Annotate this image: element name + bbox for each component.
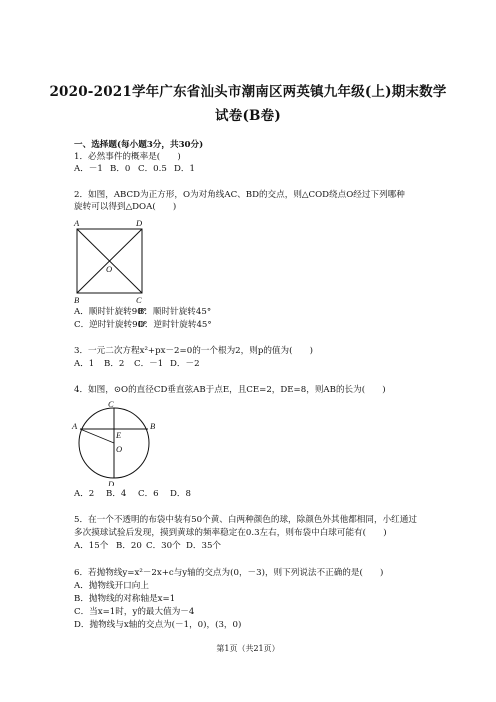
q4-option-c: C．6 (138, 489, 159, 499)
title-line-2: 试卷(B卷) (215, 108, 281, 124)
q2-option-c: C．逆时针旋转90° (74, 320, 148, 330)
q2-stem-line-1: 2．如图，ABCD为正方形，O为对角线AC、BD的交点，则△COD绕点O经过下列哪种 (74, 190, 405, 200)
q5-option-b: B．20 (116, 541, 142, 551)
q3-stem: 3．一元二次方程x²+px－2=0的一个根为2，则p的值为( ) (74, 346, 313, 356)
q6-option-a: A．抛物线开口向上 (74, 581, 149, 591)
q5-option-a: A．15个 (74, 541, 109, 551)
label-c: C (108, 399, 114, 409)
q4-option-d: D．8 (170, 489, 191, 499)
q2-option-b: B．顺时针旋转45° (138, 307, 212, 317)
q5-option-d: D．35个 (186, 541, 222, 551)
q5-stem-line-2: 多次摸球试验后发现，摸到黄球的频率稳定在0.3左右，则布袋中白球可能有( ) (74, 528, 387, 538)
label-e: E (116, 430, 122, 440)
q4-option-a: A．2 (74, 489, 95, 499)
label-a: A (72, 421, 78, 431)
q6-option-b: B．抛物线的对称轴是x=1 (74, 594, 176, 604)
circle-figure (70, 398, 160, 486)
label-o: O (106, 264, 113, 274)
q2-option-d: D．逆时针旋转45° (138, 320, 212, 330)
q2-stem-line-2: 旋转可以得到△DOA( ) (74, 202, 177, 212)
q3-option-c: C．－1 (134, 359, 164, 369)
label-d: D (108, 479, 115, 486)
q3-option-b: B．2 (104, 359, 125, 369)
label-o: O (116, 444, 123, 454)
square-figure (70, 218, 160, 306)
q2-option-a: A．顺时针旋转90° (74, 307, 148, 317)
q4-options (74, 489, 191, 500)
q5-option-c: C．30个 (146, 541, 181, 551)
label-b: B (150, 421, 156, 431)
section-heading: 一、选择题(每小题3分，共30分) (74, 140, 204, 150)
q6-option-c: C．当x=1时，y的最大值为－4 (74, 607, 195, 617)
q5-options (74, 541, 221, 552)
q6-stem: 6．若抛物线y=x²－2x+c与y轴的交点为(0，－3)，则下列说法不正确的是( ) (74, 568, 384, 578)
q1-option-a: A．－1 (74, 164, 103, 174)
q1-options (74, 164, 195, 175)
q1-option-c: C．0.5 (138, 164, 167, 174)
q4-stem: 4．如图，⊙O的直径CD垂直弦AB于点E，且CE=2，DE=8，则AB的长为( ) (74, 385, 386, 395)
q4-option-b: B．4 (106, 489, 127, 499)
radius-oa (80, 429, 114, 443)
q5-stem-line-1: 5．在一个不透明的布袋中装有50个黄、白两种颜色的球，除颜色外其他都相同，小红通过 (74, 515, 417, 525)
q2-options-row-2 (74, 320, 212, 331)
q6-option-d: D．抛物线与x轴的交点为(－1，0)，(3，0) (74, 620, 242, 630)
label-a: A (74, 218, 80, 228)
page-footer: 第1页（共21页） (216, 644, 280, 653)
label-d: D (136, 218, 143, 228)
q1-stem: 1．必然事件的概率是( ) (74, 152, 181, 162)
q1-option-d: D．1 (174, 164, 195, 174)
label-b: B (74, 295, 80, 305)
q3-option-d: D．－2 (170, 359, 200, 369)
label-c: C (136, 295, 142, 305)
q3-option-a: A．1 (74, 359, 95, 369)
q1-option-b: B．0 (110, 164, 131, 174)
title-line-1: 2020-2021学年广东省汕头市潮南区两英镇九年级(上)期末数学 (49, 84, 447, 100)
q3-options (74, 359, 200, 370)
q2-options-row-1 (74, 307, 211, 318)
